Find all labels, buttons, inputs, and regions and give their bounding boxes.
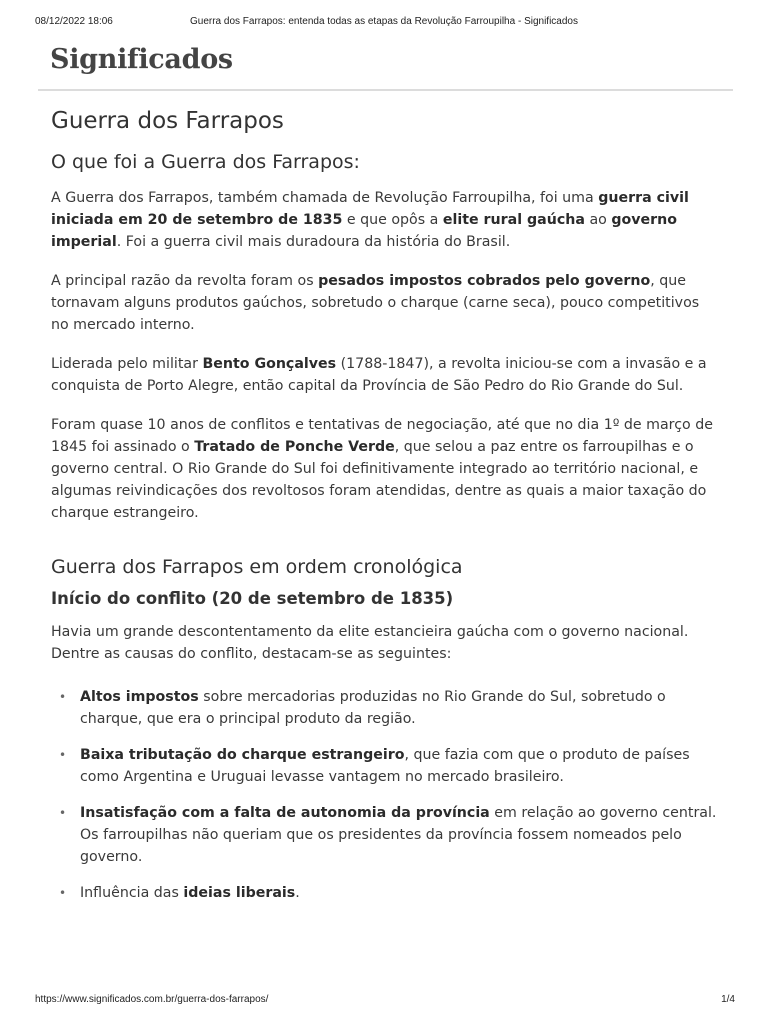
list-item <box>51 802 719 868</box>
text-run: Liderada pelo militar <box>51 356 203 372</box>
bold-text: Baixa tributação do charque estrangeiro <box>80 747 405 763</box>
bold-text: elite rural gaúcha <box>442 212 585 228</box>
text-run: A principal razão da revolta foram os <box>51 273 319 289</box>
list-item <box>51 744 719 788</box>
bold-text: pesados impostos cobrados pelo governo <box>318 273 651 289</box>
text-run: e que opôs a <box>342 212 443 228</box>
page-url: https://www.significados.com.br/guerra-dos-farrapos/ <box>35 994 269 1005</box>
text-run: sobre mercadorias produzidas no Rio Grande do Sul, sobretudo o charque, que era o principal produto da região. <box>80 689 666 727</box>
list-item <box>51 686 719 730</box>
print-date: 08/12/2022 18:06 <box>35 16 113 27</box>
article-paragraph <box>51 353 719 397</box>
text-run: . <box>295 885 300 901</box>
list-item-text <box>80 805 716 865</box>
article-paragraph <box>51 270 719 336</box>
header-divider <box>38 89 733 91</box>
site-logo[interactable]: Significados <box>50 44 233 75</box>
text-run: . Foi a guerra civil mais duradoura da história do Brasil. <box>116 234 511 250</box>
article-paragraph <box>51 414 719 524</box>
text-run: A Guerra dos Farrapos, também chamada de Revolução Farroupilha, foi uma <box>51 190 599 206</box>
article-paragraph <box>51 187 719 253</box>
sub-section-title: Início do conflito (20 de setembro de 1835) <box>51 589 454 608</box>
bullet-icon: • <box>59 886 67 900</box>
bold-text: Tratado de Ponche Verde <box>194 439 395 455</box>
text-run: em relação ao governo central. Os farroupilhas não queriam que os presidentes da província fossem nomeados pelo governo. <box>80 805 717 865</box>
list-item-text <box>80 747 690 785</box>
article-title: Guerra dos Farrapos <box>51 108 284 134</box>
bold-text: Bento Gonçalves <box>202 356 337 372</box>
causes-list <box>51 686 719 904</box>
bold-text: governo imperial <box>51 212 677 250</box>
section-title: Guerra dos Farrapos em ordem cronológica <box>51 556 463 578</box>
bold-text: ideias liberais <box>183 885 296 901</box>
text-run: , que tornavam alguns produtos gaúchos, sobretudo o charque (carne seca), pouco competitivos no mercado interno. <box>51 273 700 333</box>
list-item-text <box>80 689 666 727</box>
bold-text: guerra civil iniciada em 20 de setembro de 1835 <box>51 190 689 228</box>
section-intro: Havia um grande descontentamento da elite estancieira gaúcha com o governo nacional. Dentre as causas do conflito, destacam-se as seguintes: <box>51 624 689 662</box>
text-run: ao <box>584 212 612 228</box>
list-item <box>51 882 719 904</box>
text-run: Foram quase 10 anos de conflitos e tentativas de negociação, até que no dia 1º de março de 1845 foi assinado o <box>51 417 713 455</box>
text-run: Influência das <box>80 885 184 901</box>
text-run: , que fazia com que o produto de países como Argentina e Uruguai levasse vantagem no mercado brasileiro. <box>80 747 690 785</box>
print-page-title: Guerra dos Farrapos: entenda todas as etapas da Revolução Farroupilha - Significados <box>189 16 578 27</box>
bullet-icon: • <box>59 690 67 704</box>
text-run: , que selou a paz entre os farroupilhas e o governo central. O Rio Grande do Sul foi definitivamente integrado ao território nacional, e algumas reivindicações dos revoltosos foram atendidas, dentre as quais a maior taxação do charque estrangeiro. <box>51 439 707 521</box>
text-run: (1788-1847), a revolta iniciou-se com a invasão e a conquista de Porto Alegre, então capital da Província de São Pedro do Rio Grande do Sul. <box>51 356 707 394</box>
bold-text: Altos impostos <box>80 689 199 705</box>
article-subtitle: O que foi a Guerra dos Farrapos: <box>51 151 360 173</box>
page-number: 1/4 <box>721 994 735 1005</box>
article <box>51 106 719 918</box>
bullet-icon: • <box>59 806 67 820</box>
list-item-text <box>80 885 300 901</box>
bold-text: Insatisfação com a falta de autonomia da província <box>80 805 490 821</box>
bullet-icon: • <box>59 748 67 762</box>
